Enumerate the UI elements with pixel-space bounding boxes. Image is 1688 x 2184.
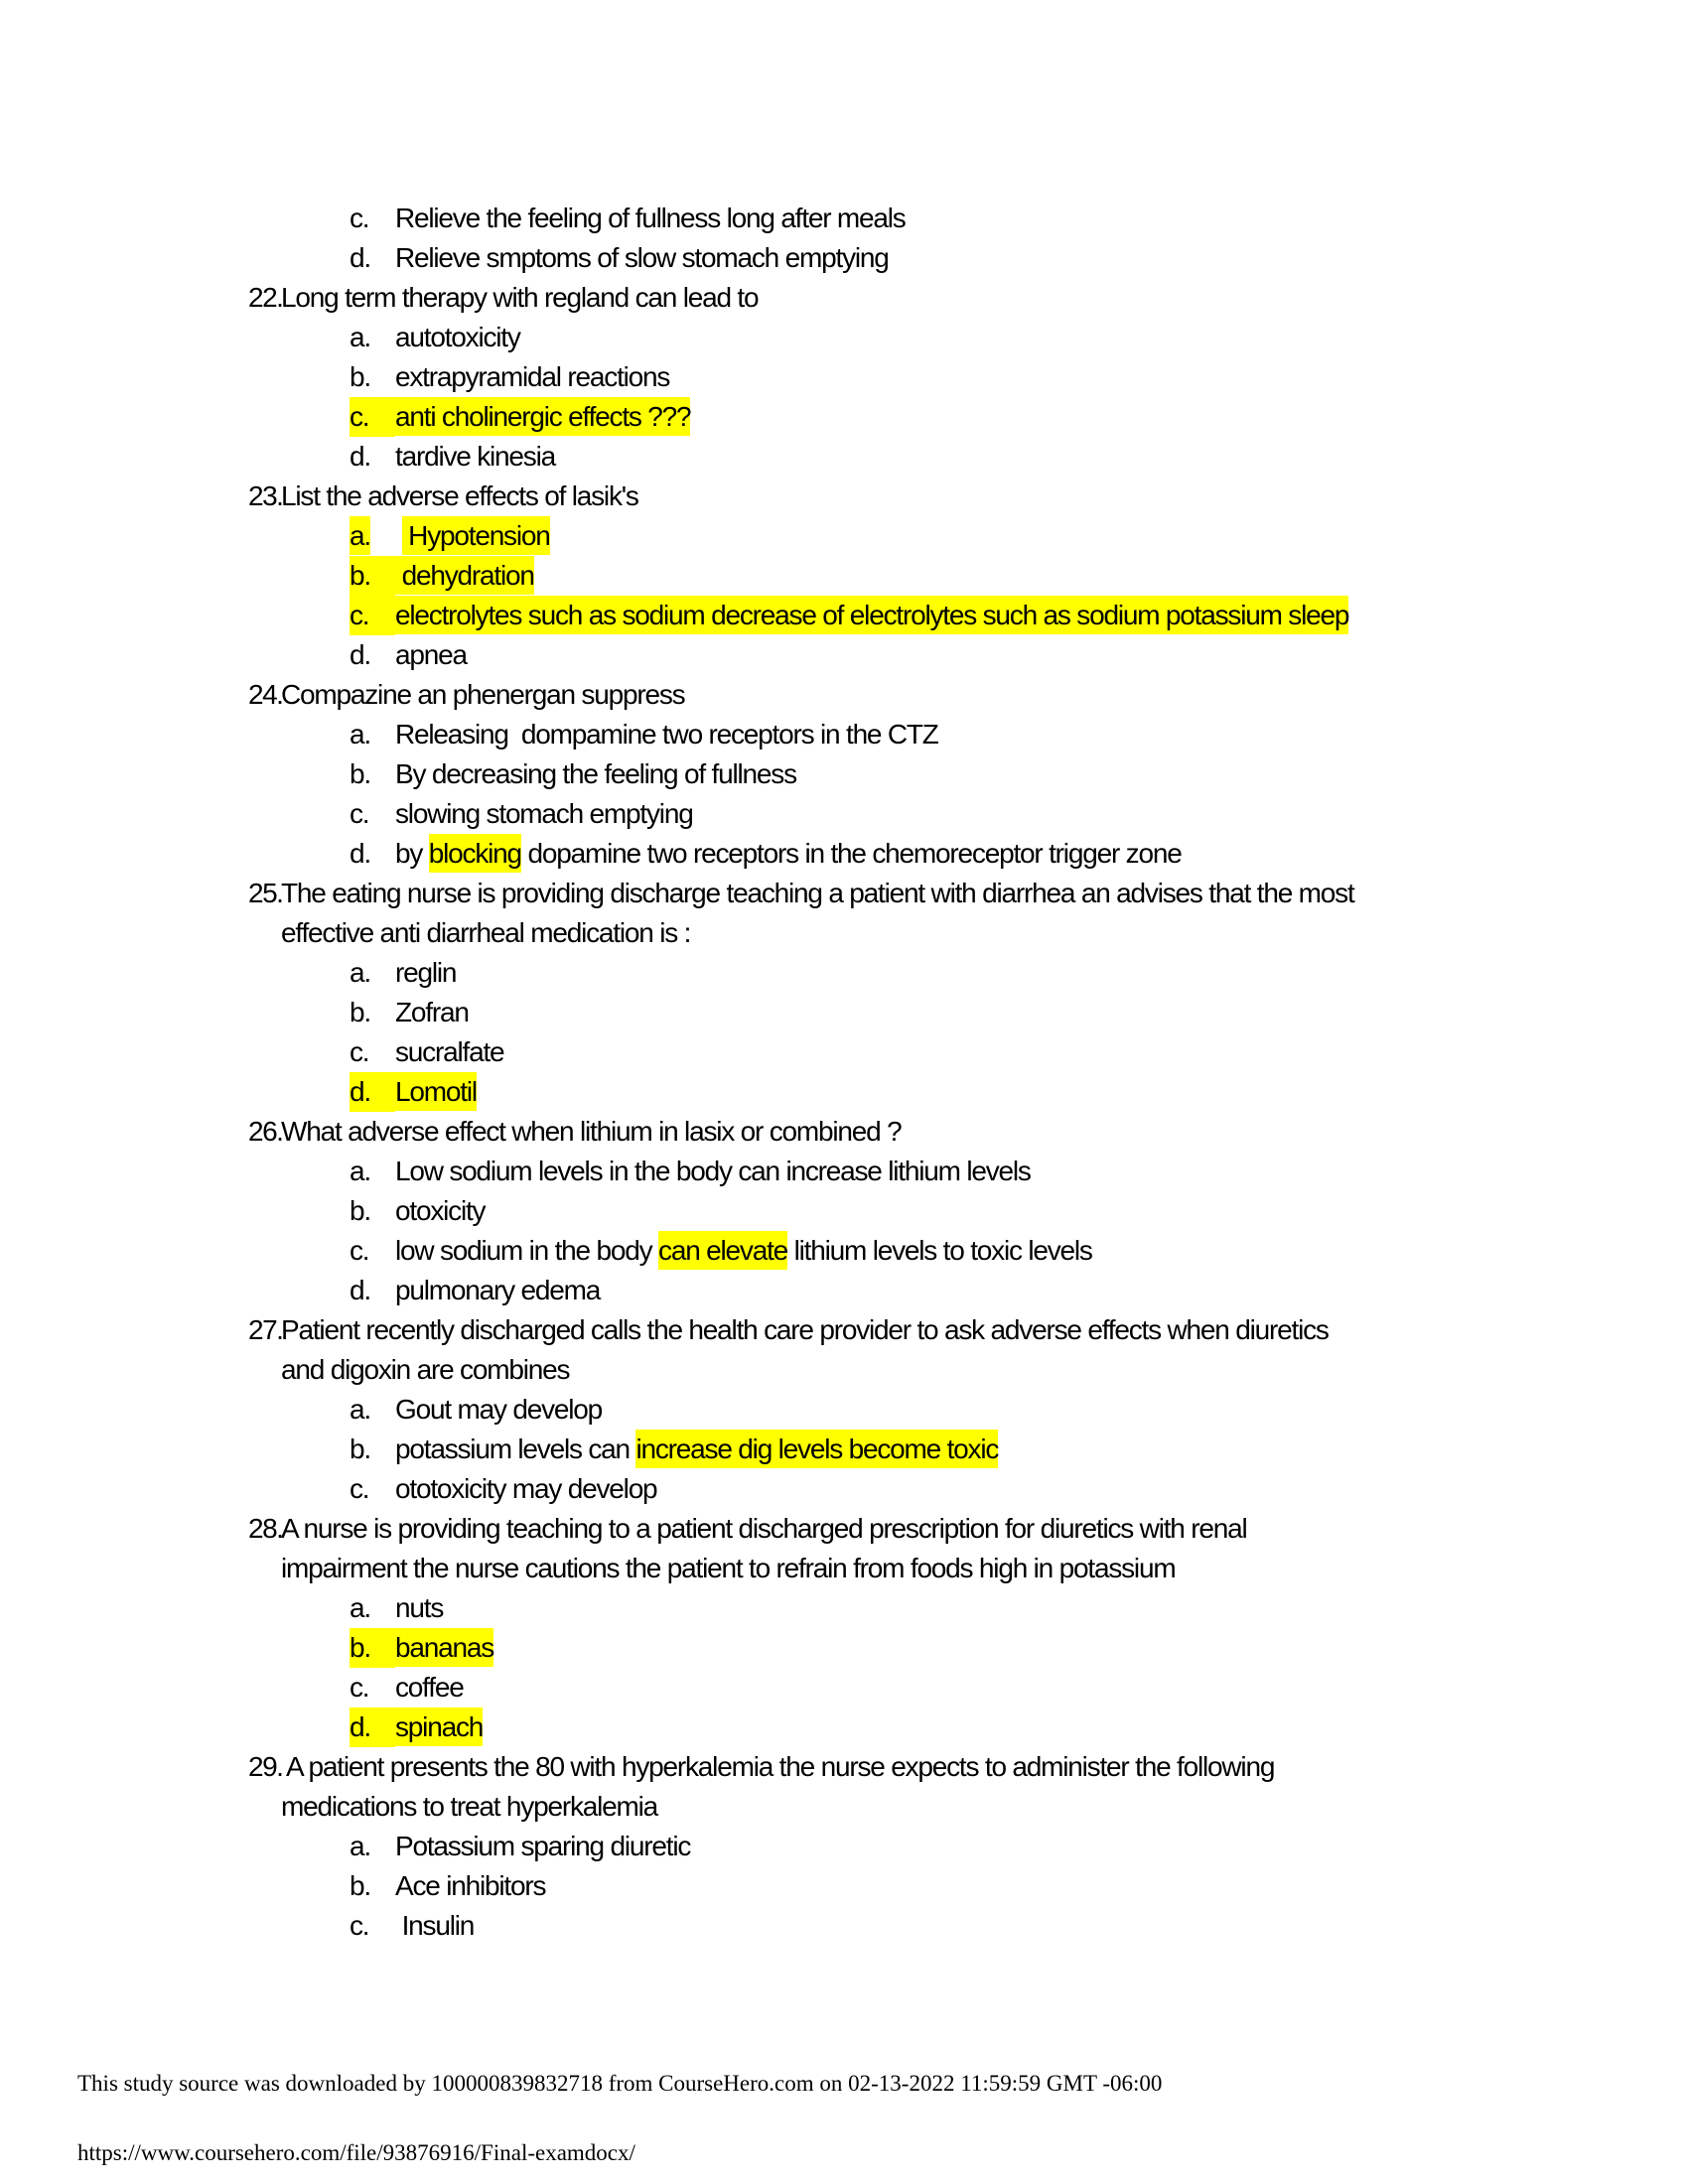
text-segment: Relieve smptoms of slow stomach emptying: [395, 242, 889, 273]
highlighted-text-segment: electrolytes such as sodium decrease of electrolytes such as sodium potassium sleep: [395, 596, 1348, 634]
option-letter: [350, 318, 395, 357]
text-segment: A nurse is providing teaching to a patient discharged prescription for diuretics with renal: [281, 1513, 1247, 1544]
highlighted-text-segment: Lomotil: [395, 1072, 477, 1111]
option-line: [0, 715, 1688, 754]
text-segment: by: [395, 838, 429, 869]
text-segment: Patient recently discharged calls the health care provider to ask adverse effects when diuretics: [281, 1314, 1329, 1345]
option-letter: [350, 238, 395, 278]
option-letter-text: a.: [350, 957, 370, 988]
option-letter-text: d.: [350, 1711, 370, 1742]
option-line: [0, 556, 1688, 596]
question-line: [0, 1310, 1688, 1350]
text-segment: effective anti diarrheal medication is :: [281, 917, 691, 948]
option-letter: [350, 1866, 395, 1906]
option-line: [0, 238, 1688, 278]
text-segment: [395, 520, 402, 551]
text-segment: lithium levels to toxic levels: [787, 1235, 1092, 1266]
option-letter-text: a.: [350, 1831, 370, 1861]
option-line: [0, 1390, 1688, 1430]
option-letter-text: a.: [350, 516, 370, 555]
text-segment: Relieve the feeling of fullness long after meals: [395, 203, 906, 233]
option-line: [0, 437, 1688, 477]
text-segment: Insulin: [395, 1910, 475, 1941]
text-segment: Releasing dompamine two receptors in the CTZ: [395, 719, 938, 750]
question-line: [0, 874, 1688, 913]
option-letter-text: b.: [350, 1870, 370, 1901]
option-letter-text: b.: [350, 1195, 370, 1226]
text-segment: otoxicity: [395, 1195, 486, 1226]
option-line: [0, 834, 1688, 874]
option-letter: [350, 1430, 395, 1469]
text-segment: Ace inhibitors: [395, 1870, 546, 1901]
option-letter: [350, 1588, 395, 1628]
text-segment: pulmonary edema: [395, 1275, 601, 1305]
option-line: [0, 1827, 1688, 1866]
option-letter: [350, 1906, 395, 1946]
option-letter-text: c.: [350, 401, 369, 432]
option-line: [0, 1271, 1688, 1310]
text-segment: The eating nurse is providing discharge teaching a patient with diarrhea an advises that the most: [281, 878, 1354, 908]
option-letter: [350, 357, 395, 397]
text-segment: nuts: [395, 1592, 444, 1623]
text-segment: autotoxicity: [395, 322, 520, 352]
text-segment: potassium levels can: [395, 1433, 636, 1464]
option-line: [0, 318, 1688, 357]
option-letter: [350, 1628, 395, 1668]
option-letter-text: b.: [350, 1632, 370, 1663]
option-letter: [350, 199, 395, 238]
text-segment: Gout may develop: [395, 1394, 603, 1425]
question-line: [0, 278, 1688, 318]
text-segment: and digoxin are combines: [281, 1354, 570, 1385]
text-segment: What adverse effect when lithium in lasix or combined ?: [281, 1116, 902, 1147]
option-letter-text: c.: [350, 1036, 369, 1067]
option-letter-text: d.: [350, 441, 370, 472]
question-line: [0, 1747, 1688, 1787]
option-letter: [350, 1469, 395, 1509]
option-letter: [350, 516, 395, 556]
option-line: [0, 357, 1688, 397]
option-letter: [350, 1152, 395, 1191]
option-letter: [350, 834, 395, 874]
option-letter-text: d.: [350, 242, 370, 273]
option-letter-text: b.: [350, 758, 370, 789]
highlighted-text-segment: blocking: [429, 834, 521, 873]
text-segment: Low sodium levels in the body can increase lithium levels: [395, 1156, 1031, 1186]
option-line: [0, 794, 1688, 834]
option-letter: [350, 596, 395, 635]
option-line: [0, 199, 1688, 238]
option-line: [0, 1191, 1688, 1231]
option-letter-text: c.: [350, 1235, 369, 1266]
option-letter-text: a.: [350, 1592, 370, 1623]
question-number: 25.: [248, 878, 283, 908]
option-letter-text: a.: [350, 1156, 370, 1186]
option-letter: [350, 1271, 395, 1310]
question-number: 27.: [248, 1314, 283, 1345]
highlighted-text-segment: Hypotension: [402, 516, 550, 555]
option-line: [0, 596, 1688, 635]
text-segment: apnea: [395, 639, 467, 670]
option-line: [0, 516, 1688, 556]
option-letter: [350, 556, 395, 596]
question-number: 28.: [248, 1513, 283, 1544]
option-line: [0, 1231, 1688, 1271]
option-line: [0, 1866, 1688, 1906]
text-segment: coffee: [395, 1672, 464, 1703]
option-line: [0, 754, 1688, 794]
question-number: 29.: [248, 1751, 283, 1782]
text-segment: Long term therapy with regland can lead to: [281, 282, 759, 313]
coursehero-url: https://www.coursehero.com/file/93876916/Final-examdocx/: [77, 2140, 635, 2165]
question-line: [0, 477, 1688, 516]
option-letter: [350, 754, 395, 794]
option-letter: [350, 1191, 395, 1231]
text-segment: tardive kinesia: [395, 441, 555, 472]
option-line: [0, 1588, 1688, 1628]
option-letter-text: d.: [350, 838, 370, 869]
text-segment: extrapyramidal reactions: [395, 361, 670, 392]
question-continuation-line: [0, 913, 1688, 953]
option-letter: [350, 635, 395, 675]
option-line: [0, 1628, 1688, 1668]
option-letter: [350, 1707, 395, 1747]
option-letter: [350, 953, 395, 993]
question-continuation-line: [0, 1549, 1688, 1588]
option-line: [0, 1072, 1688, 1112]
text-segment: By decreasing the feeling of fullness: [395, 758, 796, 789]
question-continuation-line: [0, 1350, 1688, 1390]
highlighted-text-segment: dehydration: [395, 556, 534, 595]
question-number: 22.: [248, 282, 283, 313]
text-segment: Zofran: [395, 997, 469, 1027]
option-letter-text: a.: [350, 1394, 370, 1425]
option-line: [0, 993, 1688, 1032]
highlighted-text-segment: increase dig levels become toxic: [635, 1430, 998, 1468]
option-letter: [350, 437, 395, 477]
question-continuation-line: [0, 1787, 1688, 1827]
text-segment: slowing stomach emptying: [395, 798, 693, 829]
option-line: [0, 1707, 1688, 1747]
option-letter-text: c.: [350, 1473, 369, 1504]
option-letter-text: c.: [350, 1910, 369, 1941]
option-letter: [350, 1668, 395, 1707]
option-line: [0, 635, 1688, 675]
option-letter: [350, 1390, 395, 1430]
option-letter: [350, 1231, 395, 1271]
highlighted-text-segment: can elevate: [658, 1231, 787, 1270]
option-line: [0, 397, 1688, 437]
option-letter: [350, 397, 395, 437]
highlighted-text-segment: anti cholinergic effects ???: [395, 397, 690, 436]
text-segment: medications to treat hyperkalemia: [281, 1791, 658, 1822]
option-letter-text: d.: [350, 639, 370, 670]
text-segment: dopamine two receptors in the chemoreceptor trigger zone: [520, 838, 1182, 869]
option-line: [0, 1469, 1688, 1509]
option-letter: [350, 1827, 395, 1866]
option-letter: [350, 1072, 395, 1112]
option-line: [0, 1668, 1688, 1707]
option-letter: [350, 1032, 395, 1072]
option-line: [0, 1032, 1688, 1072]
text-segment: impairment the nurse cautions the patient to refrain from foods high in potassium: [281, 1553, 1176, 1583]
question-number: 23.: [248, 480, 283, 511]
option-letter: [350, 794, 395, 834]
text-segment: A patient presents the 80 with hyperkalemia the nurse expects to administer the following: [281, 1751, 1275, 1782]
text-segment: reglin: [395, 957, 457, 988]
text-segment: ototoxicity may develop: [395, 1473, 657, 1504]
option-letter: [350, 715, 395, 754]
option-letter-text: d.: [350, 1076, 370, 1107]
option-line: [0, 1430, 1688, 1469]
option-letter-text: d.: [350, 1275, 370, 1305]
text-segment: List the adverse effects of lasik's: [281, 480, 638, 511]
highlighted-text-segment: spinach: [395, 1707, 483, 1746]
option-letter-text: c.: [350, 203, 369, 233]
question-number: 26.: [248, 1116, 283, 1147]
text-segment: low sodium in the body: [395, 1235, 659, 1266]
option-letter-text: c.: [350, 1672, 369, 1703]
question-number: 24.: [248, 679, 283, 710]
option-line: [0, 1152, 1688, 1191]
option-letter-text: a.: [350, 719, 370, 750]
exam-questions: [0, 199, 1688, 1946]
text-segment: sucralfate: [395, 1036, 504, 1067]
option-letter-text: a.: [350, 322, 370, 352]
option-line: [0, 953, 1688, 993]
option-letter-text: c.: [350, 798, 369, 829]
option-letter: [350, 993, 395, 1032]
option-line: [0, 1906, 1688, 1946]
option-letter-text: b.: [350, 560, 370, 591]
option-letter-text: b.: [350, 361, 370, 392]
option-letter-text: c.: [350, 600, 369, 630]
option-letter-text: b.: [350, 997, 370, 1027]
text-segment: Potassium sparing diuretic: [395, 1831, 691, 1861]
coursehero-attribution: This study source was downloaded by 100000839832718 from CourseHero.com on 02-13-2022 11:59:59 GMT -06:00: [77, 2071, 1163, 2096]
question-line: [0, 675, 1688, 715]
question-line: [0, 1509, 1688, 1549]
text-segment: Compazine an phenergan suppress: [281, 679, 685, 710]
question-line: [0, 1112, 1688, 1152]
highlighted-text-segment: bananas: [395, 1628, 493, 1667]
option-letter-text: b.: [350, 1433, 370, 1464]
